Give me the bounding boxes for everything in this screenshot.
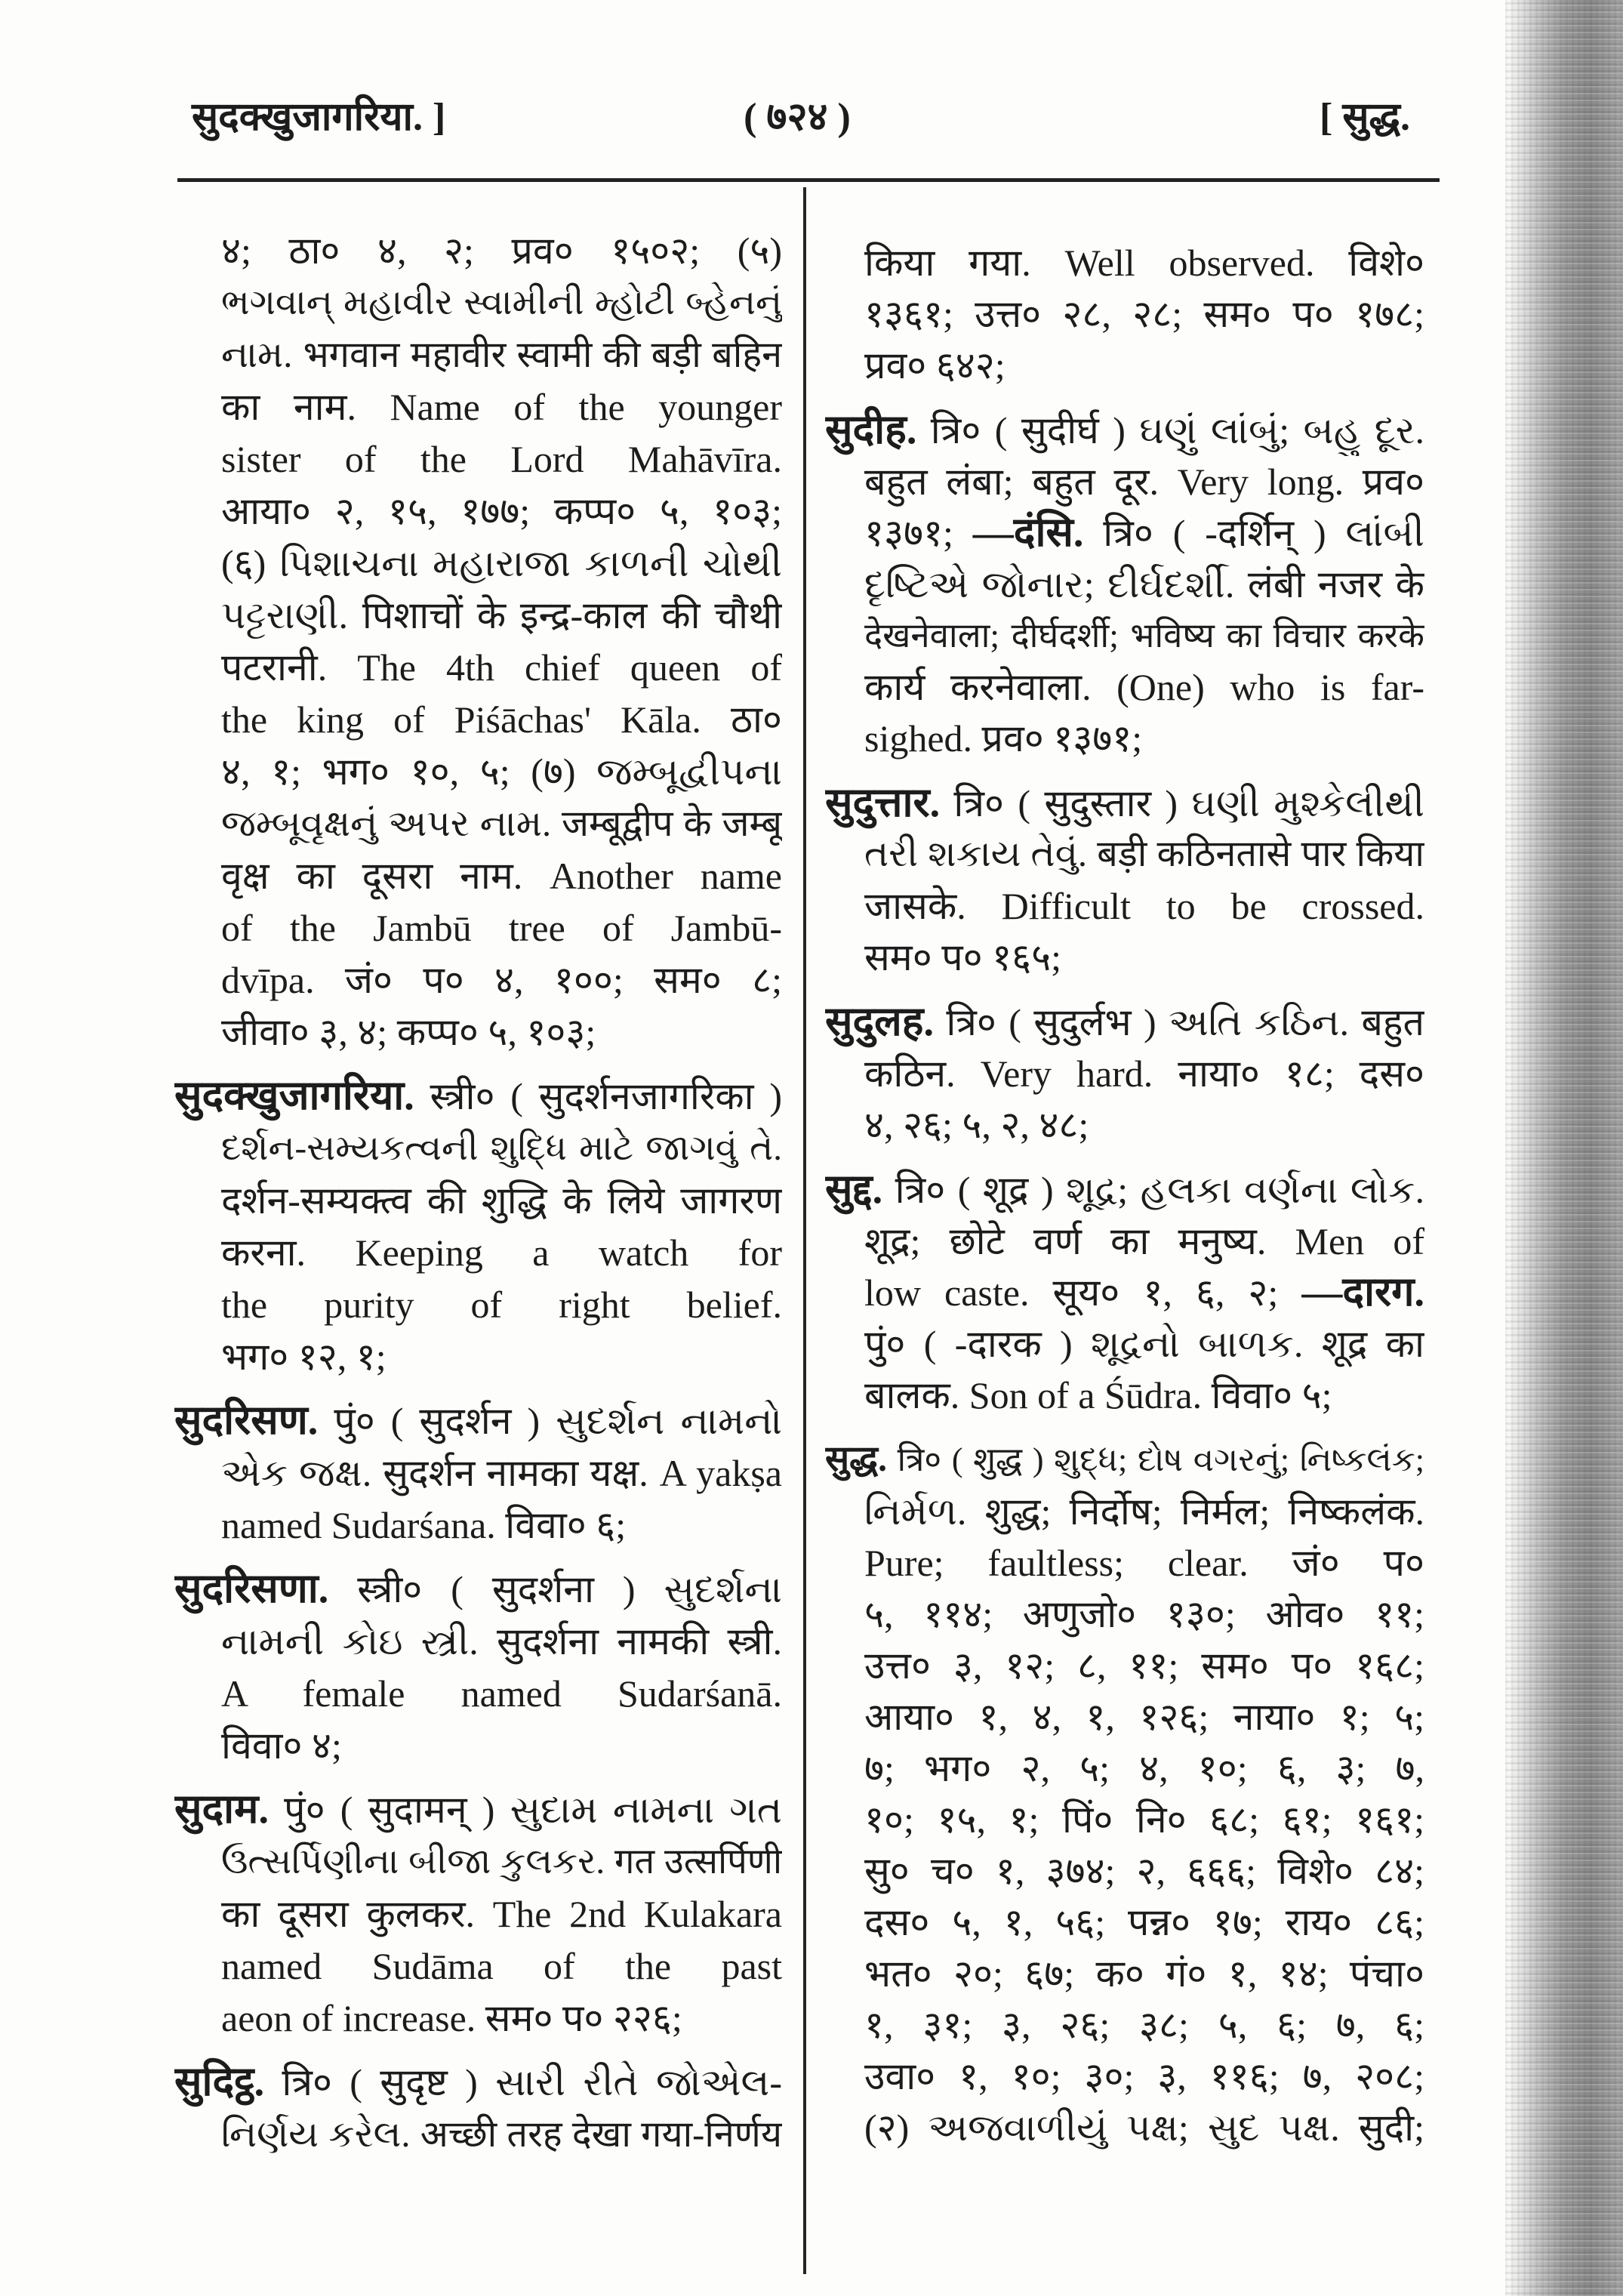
entry-line <box>174 381 782 433</box>
entry-line <box>174 433 782 485</box>
entry-line <box>825 1486 1424 1537</box>
dictionary-entry <box>825 997 1424 1151</box>
entry-line <box>825 559 1424 610</box>
entry-text: सु० च० १, ३७४; २, ६६६; विशे० ८४; <box>864 1850 1424 1892</box>
entry-line <box>825 2051 1424 2102</box>
entry-line <box>174 1616 782 1668</box>
entry-line <box>825 456 1424 507</box>
left-guide-word: सुदक्खुजागरिया. ] <box>192 96 446 139</box>
entry-text: पटरानी. The 4th chief queen of <box>221 646 782 689</box>
entry-text: the purity of right belief. <box>221 1284 782 1326</box>
entry-line <box>174 277 782 329</box>
entry-line <box>174 798 782 850</box>
entry-text: पुं० ( -दारक ) શૂદ્રનો બાળક. शूद्र का <box>864 1323 1424 1365</box>
entry-text: તરી શકાય તેવું. बड़ी कठिनतासे पार किया <box>864 834 1424 874</box>
entry-text: पुं० ( सुदर्शन ) સુદર્શન નામનો <box>318 1400 782 1442</box>
entry-text: जीवा० ३, ४; कप्प० ५, १०३; <box>221 1011 596 1053</box>
entry-text: ४; ठा० ४, २; प्रव० १५०२; (५) <box>221 230 782 272</box>
entry-text: low caste. सूय० १, ६, २; <box>864 1271 1302 1314</box>
entry-text: त्रि० ( सुदुर्लभ ) અતિ કઠિન. बहुत <box>933 1001 1424 1043</box>
entry-text: ७; भग० २, ५; ४, १०; ६, ३; ७, <box>864 1747 1424 1789</box>
entry-line <box>825 1743 1424 1794</box>
entry-text: बालक. Son of a Śūdra. विवा० ५; <box>864 1374 1332 1416</box>
entry-text: aeon of increase. सम० प० २२६; <box>221 1997 682 2039</box>
entry-text: named Sudāma of the past <box>221 1945 782 1987</box>
entry-line <box>174 746 782 798</box>
dictionary-entry <box>825 237 1424 391</box>
entry-line <box>825 932 1424 983</box>
entry-text: विवा० ४; <box>221 1724 342 1767</box>
entry-line <box>174 225 782 277</box>
entry-text: का नाम. Name of the younger <box>221 386 782 428</box>
headword: सुदुलह. <box>825 999 934 1044</box>
entry-line <box>825 1845 1424 1897</box>
entry-text: ઉત્સર્પિણીના બીજા કુલકર. गत उत्सर्पिणी <box>221 1842 782 1881</box>
scan-binding-shadow <box>1505 0 1623 2296</box>
entry-text: त्रि० ( सुदृष्ट ) સારી રીતે જોએલ- <box>264 2061 782 2103</box>
entry-head-line <box>174 1395 782 1447</box>
entry-line <box>825 1794 1424 1845</box>
entry-text: dvīpa. जं० प० ४, १००; सम० ८; <box>221 959 782 1001</box>
entry-line <box>174 694 782 746</box>
entry-text: નિર્ણય કરેલ. अच्छी तरह देखा गया-निर्णय <box>221 2115 782 2155</box>
dictionary-entry <box>174 2057 782 2161</box>
entry-text: A female named Sudarśanā. <box>221 1672 782 1715</box>
entry-line <box>174 1836 782 1888</box>
entry-line <box>825 507 1424 559</box>
entry-line <box>174 1992 782 2045</box>
entry-text: उत्त० ३, १२; ८, ११; सम० प० १६८; <box>864 1644 1424 1687</box>
entry-line <box>174 954 782 1006</box>
entry-text: ४, १; भग० १०, ५; (७) જમ્બૂદ્વીપના <box>221 750 782 793</box>
entry-head-line <box>825 997 1424 1048</box>
entry-line <box>825 1691 1424 1743</box>
entry-line <box>825 1048 1424 1099</box>
entry-text: ४, २६; ५, २, ४८; <box>864 1104 1089 1146</box>
entry-line <box>825 1318 1424 1370</box>
headword: सुदिट्ठ. <box>174 2059 265 2104</box>
entry-text: નામની કોઇ સ્ત્રી. सुदर्शना नामकी स्त्री. <box>221 1620 782 1663</box>
entry-line <box>174 1940 782 1992</box>
entry-line <box>174 1888 782 1940</box>
entry-head-line <box>825 1435 1424 1486</box>
entry-line <box>825 661 1424 713</box>
column-divider <box>803 187 806 2274</box>
entry-text: १, ३१; ३, २६; ३८; ५, ६; ७, ६; <box>864 2004 1424 2046</box>
entry-text: त्रि० ( सुदीर्घ ) ઘણું લાંબું; બહુ દૂર. <box>916 409 1424 451</box>
dictionary-entry <box>825 1435 1424 2153</box>
entry-text: the king of Piśāchas' Kāla. ठा० <box>221 698 782 741</box>
entry-text: sister of the Lord Mahāvīra. <box>221 438 782 480</box>
headword: सुदुत्तार. <box>825 780 941 825</box>
entry-text: पुं० ( सुदामन् ) સુદામ નામના ગત <box>268 1789 782 1831</box>
entry-head-line <box>825 778 1424 829</box>
headword: सुदरिसणा. <box>174 1566 329 1611</box>
entry-line <box>174 850 782 902</box>
entry-line <box>174 902 782 954</box>
entry-text: प्रव० ६४२; <box>864 344 1006 387</box>
entry-line <box>825 2102 1424 2153</box>
entry-line <box>825 1267 1424 1318</box>
entry-line <box>174 485 782 538</box>
entry-line <box>825 1216 1424 1267</box>
entry-line <box>825 1537 1424 1589</box>
entry-text: दर्शन-सम्यक्त्व की शुद्धि के लिये जागरण <box>221 1179 782 1222</box>
entry-text: of the Jambū tree of Jambū- <box>221 907 782 949</box>
entry-text: १३७१; <box>864 512 973 554</box>
right-guide-word: [ सुद्ध. <box>1320 96 1411 139</box>
entry-text: त्रि० ( शुद्ध ) શુદ્ધ; દોષ વગરનું; નિષ્કલંક; <box>886 1441 1424 1478</box>
entry-text: बहुत लंबा; बहुत दूर. Very long. प्रव० <box>864 461 1424 503</box>
dictionary-entry <box>174 1564 782 1772</box>
entry-text: करना. Keeping a watch for <box>221 1231 782 1274</box>
left-column <box>174 225 782 2161</box>
entry-text: त्रि० ( सुदुस्तार ) ઘણી મુશ્કેલીથી <box>940 782 1424 824</box>
entry-line <box>174 1447 782 1499</box>
entry-line <box>174 1175 782 1227</box>
headword: सुद्ध. <box>825 1440 887 1479</box>
entry-text: એક જક્ષ. सुदर्शन नामका यक्ष. A yakṣa <box>221 1452 782 1494</box>
entry-line <box>174 1331 782 1383</box>
entry-text: ભગવાન્ મહાવીર સ્વામીની મ્હોટી બ્હેનનું <box>221 283 782 322</box>
entry-text: નામ. भगवान महावीर स्वामी की बड़ी बहिन <box>221 335 782 375</box>
entry-head-line <box>174 1564 782 1616</box>
entry-text: भत० २०; ६७; क० गं० १, १४; पंचा० <box>864 1952 1424 1995</box>
entry-line <box>174 538 782 590</box>
entry-text: દૃષ્ટિએ જોનાર; દીર્ઘદર્શી. लंबी नजर के <box>864 563 1424 606</box>
entry-text: शूद्र; छोटे वर्ण का मनुष्य. Men of <box>864 1220 1424 1262</box>
entry-line <box>825 610 1424 661</box>
headword: सुदक्खुजागरिया. <box>174 1073 414 1118</box>
entry-line <box>174 1279 782 1331</box>
entry-text: भग० १२, १; <box>221 1336 387 1378</box>
entry-text: (२) અજવાળીયું પક્ષ; સુદ પક્ષ. सुदी; <box>864 2106 1424 2149</box>
entry-line <box>174 2109 782 2161</box>
entry-line <box>174 329 782 381</box>
entry-line <box>174 1006 782 1059</box>
entry-line <box>174 1123 782 1175</box>
dictionary-entry <box>174 225 782 1059</box>
entry-line <box>174 1499 782 1552</box>
entry-text: દર્શન-સમ્યકત્વની શુદ્ધિ માટે જાગવું તે. <box>221 1129 782 1168</box>
entry-text: कठिन. Very hard. नाया० १८; दस० <box>864 1052 1424 1095</box>
entry-text: उवा० १, १०; ३०; ३, ११६; ७, २०८; <box>864 2055 1424 2097</box>
dictionary-entry <box>174 1784 782 2045</box>
entry-text: પટ્ટરાણી. पिशाचों के इन्द्र-काल की चौथी <box>221 594 782 636</box>
entry-text: નિર્મળ. शुद्ध; निर्दोष; निर्मल; निष्कलंक. <box>864 1490 1424 1533</box>
dictionary-entry <box>825 1164 1424 1421</box>
entry-line <box>825 880 1424 932</box>
entry-line <box>174 1668 782 1720</box>
entry-text: Pure; faultless; clear. जं० प० <box>864 1542 1424 1584</box>
entry-line <box>825 1589 1424 1640</box>
entry-text: का दूसरा कुलकर. The 2nd Kulakara <box>221 1893 782 1935</box>
entry-head-line <box>174 1784 782 1836</box>
entry-line <box>174 1720 782 1772</box>
entry-text: वृक्ष का दूसरा नाम. Another name <box>221 855 782 897</box>
entry-text: स्त्री० ( सुदर्शनजागरिका ) <box>414 1075 782 1117</box>
entry-text: किया गया. Well observed. विशे० <box>864 242 1424 284</box>
entry-line <box>174 642 782 694</box>
headword: सुदीह. <box>825 407 917 452</box>
entry-text: स्त्री० ( सुदर्शना ) સુદર્શના <box>328 1568 782 1610</box>
page-number: ( ७२४ ) <box>744 96 851 139</box>
entry-text: named Sudarśana. विवा० ६; <box>221 1504 627 1546</box>
entry-line <box>825 1370 1424 1421</box>
dictionary-entry <box>825 405 1424 764</box>
entry-text: त्रि० ( -दर्शिन् ) લાંબી <box>1083 512 1424 554</box>
headword: —दंसि. <box>972 510 1084 555</box>
headword: सुदाम. <box>174 1786 269 1832</box>
entry-text: दस० ५, १, ५६; पन्न० १७; राय० ८६; <box>864 1901 1424 1943</box>
entry-text: आया० १, ४, १, १२६; नाया० १; ५; <box>864 1696 1424 1738</box>
entry-text: आया० २, १५, १७७; कप्प० ५, १०३; <box>221 490 782 532</box>
entry-line <box>825 1099 1424 1151</box>
entry-line <box>825 1640 1424 1691</box>
entry-line <box>825 1948 1424 1999</box>
dictionary-entry <box>174 1071 782 1383</box>
entry-text: सम० प० १६५; <box>864 936 1061 978</box>
entry-text: જમ્બૂવૃક્ષનું અપર નામ. जम्बूद्वीप के जम्बू <box>221 804 782 844</box>
header-rule <box>177 178 1440 182</box>
right-column <box>825 237 1424 2153</box>
entry-line <box>825 713 1424 764</box>
entry-text: कार्य करनेवाला. (One) who is far- <box>864 666 1424 708</box>
entry-text: जासके. Difficult to be crossed. <box>864 885 1424 927</box>
dictionary-entry <box>825 778 1424 983</box>
entry-text: १०; १५, १; पिं० नि० ६८; ६१; १६१; <box>864 1798 1424 1841</box>
entry-text: sighed. प्रव० १३७१; <box>864 717 1143 760</box>
entry-line <box>825 829 1424 880</box>
entry-line <box>825 1897 1424 1948</box>
entry-text: १३६१; उत्त० २८, २८; सम० प० १७८; <box>864 293 1424 335</box>
entry-text: देखनेवाला; दीर्घदर्शी; भविष्य का विचार करके <box>864 616 1424 655</box>
entry-line <box>825 237 1424 288</box>
entry-line <box>825 1999 1424 2051</box>
entry-text: (६) પિશાચના મહારાજા કાળની ચોથી <box>221 542 782 584</box>
headword: सुदरिसण. <box>174 1398 319 1443</box>
entry-head-line <box>825 405 1424 456</box>
dictionary-entry <box>174 1395 782 1552</box>
headword: —दारग. <box>1301 1269 1424 1314</box>
entry-head-line <box>825 1164 1424 1216</box>
entry-line <box>174 590 782 642</box>
headword: सुद्द. <box>825 1166 883 1212</box>
entry-head-line <box>174 2057 782 2109</box>
entry-line <box>825 288 1424 340</box>
entry-line <box>174 1227 782 1279</box>
entry-text: ५, ११४; अणुजो० १३०; ओव० ११; <box>864 1593 1424 1635</box>
entry-line <box>825 340 1424 391</box>
entry-text: त्रि० ( शूद्र ) શૂદ્ર; હલકા વર્ણના લોક. <box>882 1169 1424 1211</box>
entry-head-line <box>174 1071 782 1123</box>
